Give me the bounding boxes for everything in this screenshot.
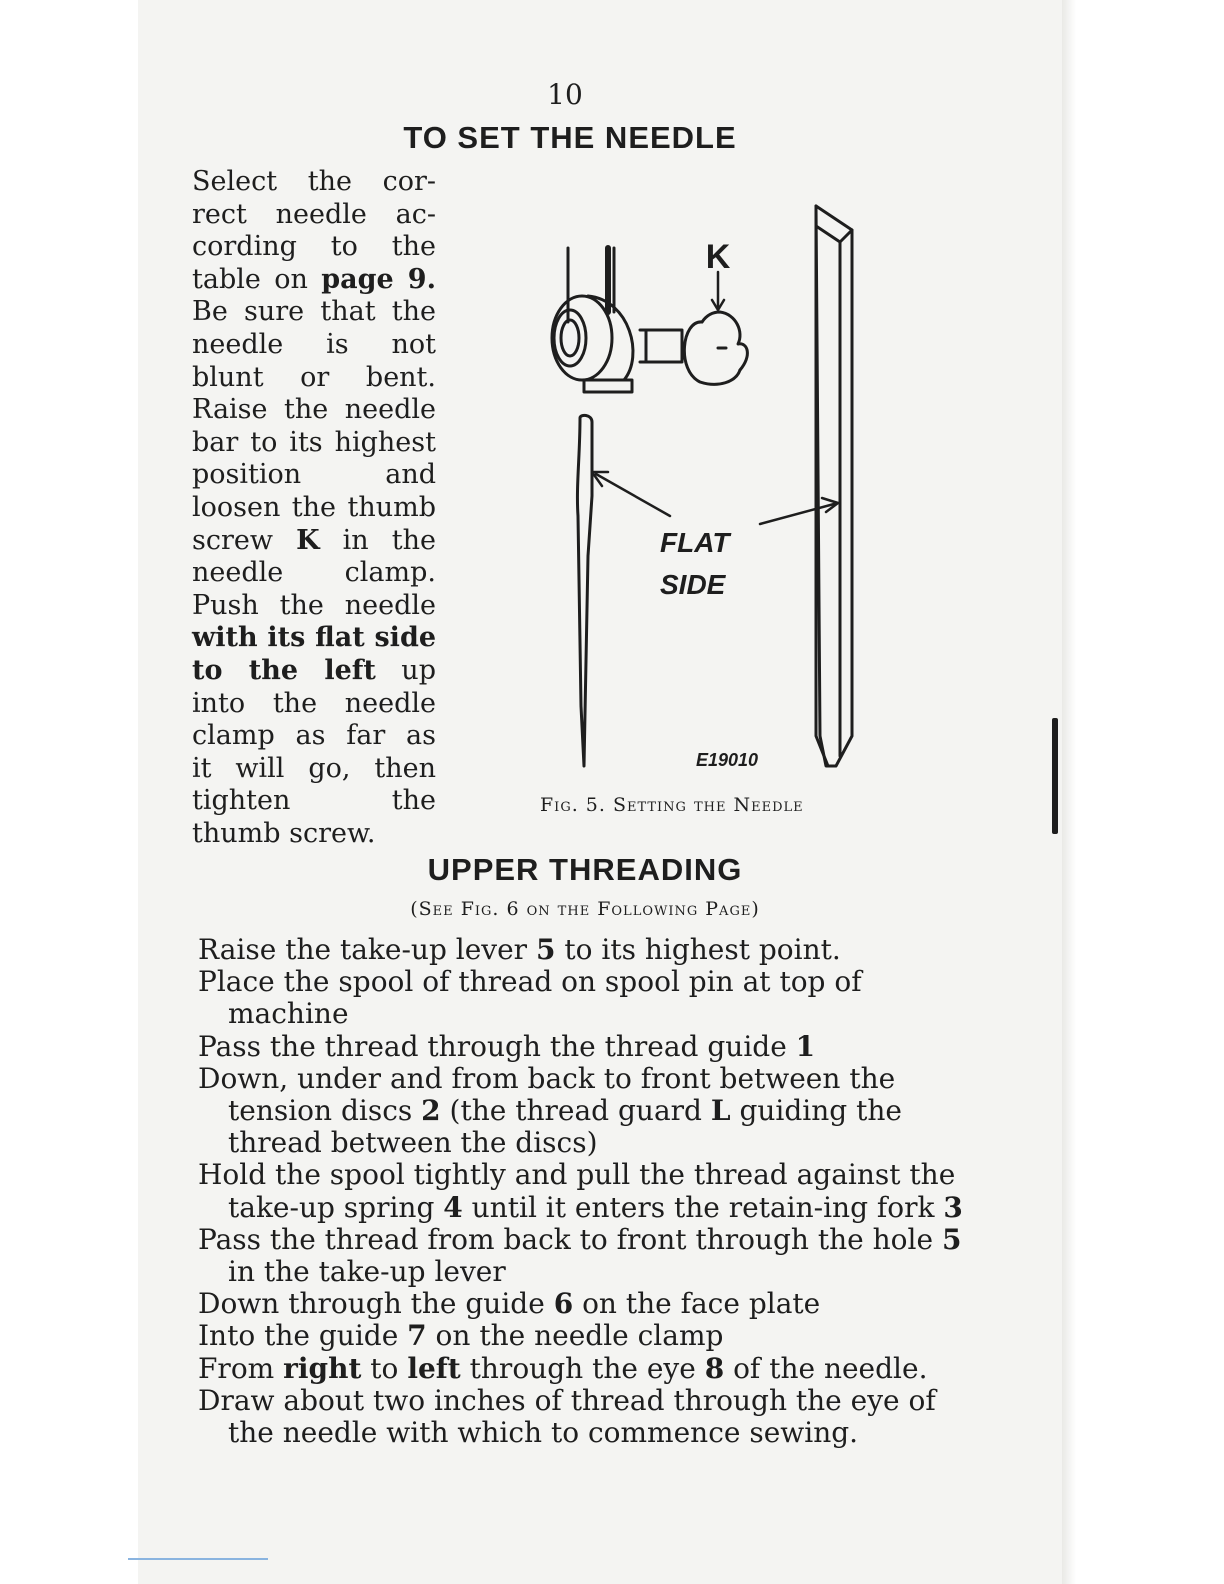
step-text: on the face plate bbox=[573, 1287, 821, 1321]
needle-clamp-guide bbox=[584, 380, 632, 392]
intro-line: clamp as far as bbox=[192, 720, 436, 752]
intro-text: table on bbox=[192, 263, 322, 295]
threading-step bbox=[198, 1385, 978, 1449]
figure-code: E19010 bbox=[696, 750, 759, 770]
step-text: to its highest point. bbox=[555, 933, 841, 966]
figure-caption: Fig. 5. Setting the Needle bbox=[540, 794, 804, 816]
label-side: SIDE bbox=[660, 569, 726, 600]
flat-side-arrow-left bbox=[596, 474, 670, 516]
intro-line: blunt or bent. bbox=[192, 361, 436, 393]
intro-bold-k: K bbox=[296, 524, 320, 556]
step-bold: 5 bbox=[535, 933, 556, 966]
threading-step bbox=[198, 1288, 978, 1320]
intro-line: needle is not bbox=[192, 328, 436, 360]
intro-line: loosen the thumb bbox=[192, 491, 436, 523]
intro-line: cording to the bbox=[192, 231, 436, 263]
step-text: guiding the thread between the discs) bbox=[228, 1094, 902, 1160]
step-text: Place the spool of thread on spool pin at top of machine bbox=[198, 965, 862, 1031]
threading-subtitle: (See Fig. 6 on the Following Page) bbox=[410, 898, 760, 920]
step-text: Into the guide bbox=[198, 1319, 408, 1353]
intro-line-bold: with its flat side bbox=[192, 622, 436, 654]
step-bold: 2 bbox=[421, 1094, 441, 1128]
intro-text: screw bbox=[192, 524, 297, 556]
step-bold: 7 bbox=[407, 1319, 427, 1353]
step-text: on the needle clamp bbox=[426, 1319, 724, 1353]
intro-line: bar to its highest bbox=[192, 426, 436, 458]
step-bold: L bbox=[710, 1094, 731, 1128]
intro-line bbox=[192, 525, 436, 558]
step-text: Down through the guide bbox=[198, 1287, 554, 1321]
section-title-set-needle: TO SET THE NEEDLE bbox=[403, 120, 737, 155]
step-text: of the needle. bbox=[724, 1351, 928, 1385]
flat-side-arrow-right bbox=[760, 504, 834, 524]
thumb-screw-head bbox=[684, 322, 740, 384]
section-title-upper-threading: UPPER THREADING bbox=[427, 852, 743, 887]
needle-figure bbox=[540, 196, 870, 786]
intro-line: needle clamp. bbox=[192, 557, 436, 589]
intro-bold-page-ref: page 9. bbox=[321, 263, 436, 295]
threading-step bbox=[198, 1159, 978, 1223]
step-bold: left bbox=[407, 1351, 461, 1385]
step-text: Hold the spool tightly and pull the thread against the take-up spring bbox=[198, 1158, 956, 1224]
step-bold: 5 bbox=[941, 1222, 962, 1256]
step-bold: 8 bbox=[704, 1351, 725, 1385]
step-bold: 3 bbox=[943, 1190, 963, 1224]
step-text: until it enters the retain-ing fork bbox=[462, 1190, 944, 1224]
intro-bold-left: to the left bbox=[192, 654, 376, 686]
large-needle-outline bbox=[816, 206, 852, 766]
small-needle bbox=[577, 415, 592, 766]
threading-step bbox=[198, 1353, 978, 1385]
threading-steps bbox=[198, 934, 978, 1449]
step-text: Down, under and from back to front between the tension discs bbox=[198, 1061, 896, 1128]
threading-step bbox=[198, 1320, 978, 1352]
threading-step bbox=[198, 1031, 978, 1063]
step-text: From bbox=[198, 1351, 284, 1385]
step-text: through the eye bbox=[460, 1351, 705, 1385]
threading-step bbox=[198, 934, 978, 966]
label-flat: FLAT bbox=[660, 527, 730, 558]
intro-text: up bbox=[375, 654, 436, 686]
step-bold: 1 bbox=[795, 1029, 816, 1063]
intro-paragraph bbox=[192, 166, 436, 850]
step-text: in the take-up lever bbox=[228, 1255, 506, 1289]
intro-line: it will go, then bbox=[192, 752, 436, 784]
step-text: Pass the thread through the thread guide bbox=[198, 1029, 796, 1063]
intro-line: thumb screw. bbox=[192, 817, 376, 849]
threading-step bbox=[198, 966, 978, 1030]
intro-line: Push the needle bbox=[192, 589, 436, 621]
step-text: (the thread guard bbox=[440, 1094, 711, 1128]
intro-line: position and bbox=[192, 459, 436, 491]
needle-clamp-eye bbox=[554, 310, 586, 366]
step-bold: 4 bbox=[443, 1190, 463, 1224]
page-number: 10 bbox=[547, 78, 583, 111]
page-edge bbox=[1062, 0, 1076, 1584]
step-text: Draw about two inches of thread through the eye of the needle with which to commence sewing. bbox=[198, 1383, 936, 1450]
intro-line: Be sure that the bbox=[192, 296, 436, 328]
intro-line bbox=[192, 264, 436, 297]
label-k: K bbox=[705, 238, 731, 276]
scan-mark bbox=[128, 1558, 268, 1560]
step-text: to bbox=[361, 1351, 408, 1385]
step-text: Raise the take-up lever bbox=[198, 933, 536, 966]
intro-line: tighten the bbox=[192, 785, 436, 817]
intro-line: Select the cor- bbox=[192, 166, 436, 197]
step-bold: 6 bbox=[553, 1287, 574, 1321]
binding-mark bbox=[1052, 718, 1058, 834]
needle-clamp-eye-inner bbox=[561, 320, 579, 356]
intro-line: rect needle ac- bbox=[192, 198, 436, 230]
intro-line: Raise the needle bbox=[192, 394, 436, 426]
intro-text: in the bbox=[319, 524, 436, 556]
intro-line: into the needle bbox=[192, 687, 436, 719]
intro-line bbox=[192, 655, 436, 688]
step-text: Pass the thread from back to front through the hole bbox=[198, 1222, 942, 1256]
step-bold: right bbox=[283, 1351, 362, 1385]
threading-step bbox=[198, 1063, 978, 1160]
threading-step bbox=[198, 1224, 978, 1288]
